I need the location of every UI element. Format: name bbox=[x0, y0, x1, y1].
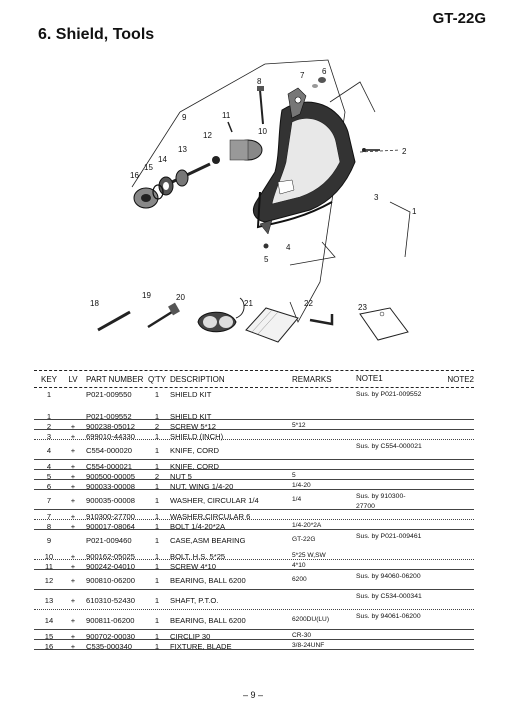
lv-cell: + bbox=[70, 562, 76, 571]
part-number-cell: 900035-00008 bbox=[86, 496, 135, 505]
header-part-number: PART NUMBER bbox=[86, 374, 144, 384]
note1-cell: Sus. by 94060-06200 bbox=[356, 573, 421, 580]
table-row bbox=[34, 550, 474, 560]
description-cell: SHAFT, P.T.O. bbox=[170, 596, 219, 605]
description-cell: SCREW 5*12 bbox=[170, 422, 217, 431]
remarks-cell: GT-22G bbox=[292, 536, 316, 543]
key-cell: 14 bbox=[44, 616, 54, 625]
callout-10: 10 bbox=[258, 127, 267, 136]
callout-20: 20 bbox=[176, 293, 185, 302]
description-cell: BEARING, BALL 6200 bbox=[170, 576, 246, 585]
key-cell: 11 bbox=[45, 562, 53, 571]
remarks-cell bbox=[288, 592, 356, 596]
remarks-cell bbox=[288, 442, 356, 446]
bolt-part bbox=[257, 86, 264, 124]
callout-15: 15 bbox=[144, 163, 153, 172]
table-header bbox=[34, 371, 474, 387]
remarks-cell: 5*12 bbox=[292, 422, 306, 429]
callout-21: 21 bbox=[244, 299, 253, 308]
blade-fixture-part bbox=[134, 188, 158, 208]
table-row bbox=[34, 530, 474, 550]
part-number-cell: 900017-08064 bbox=[86, 522, 135, 531]
tool-card bbox=[360, 308, 408, 340]
lv-cell: + bbox=[70, 432, 76, 441]
remarks-cell: 6200DU(LU) bbox=[292, 616, 330, 623]
description-cell: WASHER,CIRCULAR 6 bbox=[170, 512, 251, 521]
qty-cell: 1 bbox=[154, 462, 160, 471]
description-cell: BEARING, BALL 6200 bbox=[170, 616, 246, 625]
key-cell: 1 bbox=[46, 390, 52, 399]
callout-5: 5 bbox=[264, 255, 269, 264]
key-cell: 2 bbox=[46, 422, 52, 431]
callout-13: 13 bbox=[178, 145, 187, 154]
qty-cell: 1 bbox=[154, 536, 160, 545]
table-row bbox=[34, 520, 474, 530]
qty-cell: 1 bbox=[154, 432, 160, 441]
key-cell: 10 bbox=[44, 552, 54, 561]
table-body bbox=[34, 388, 474, 650]
callout-3: 3 bbox=[374, 193, 379, 202]
table-row bbox=[34, 460, 474, 470]
lv-cell: + bbox=[70, 482, 76, 491]
key-cell: 12 bbox=[44, 576, 54, 585]
qty-cell: 1 bbox=[154, 512, 160, 521]
remarks-cell: 1/4 bbox=[292, 496, 302, 503]
lv-cell: + bbox=[70, 512, 76, 521]
remarks-cell: 1/4-20 bbox=[292, 482, 311, 489]
qty-cell: 1 bbox=[154, 616, 160, 625]
note1-cell: Sus. by C534-000341 bbox=[356, 593, 422, 600]
callout-1: 1 bbox=[412, 207, 417, 216]
header-lv: LV bbox=[68, 374, 78, 384]
tool-manual bbox=[246, 308, 298, 342]
table-row bbox=[34, 610, 474, 630]
part-number-cell: 900238-05012 bbox=[86, 422, 135, 431]
qty-cell: 1 bbox=[154, 552, 160, 561]
key-cell: 16 bbox=[44, 642, 54, 651]
part-number-cell: P021-009550 bbox=[86, 390, 132, 399]
qty-cell: 1 bbox=[154, 446, 160, 455]
lv-cell: + bbox=[70, 472, 76, 481]
remarks-cell: CR-30 bbox=[292, 632, 312, 639]
table-row bbox=[34, 420, 474, 430]
lv-cell: + bbox=[70, 642, 76, 651]
qty-cell: 2 bbox=[154, 422, 160, 431]
table-row bbox=[34, 470, 474, 480]
parts-table bbox=[34, 370, 474, 650]
remarks-cell: 1/4-20*2A bbox=[292, 522, 322, 529]
key-cell: 6 bbox=[46, 482, 52, 491]
header-note1: NOTE1 bbox=[356, 374, 383, 383]
bearing-case-part bbox=[230, 140, 262, 160]
callout-6: 6 bbox=[322, 67, 327, 76]
lv-cell: + bbox=[70, 596, 76, 605]
callout-2: 2 bbox=[402, 147, 407, 156]
lv-cell: + bbox=[70, 616, 76, 625]
lv-cell: + bbox=[70, 496, 76, 505]
callout-23: 23 bbox=[358, 303, 367, 312]
description-cell: WASHER, CIRCULAR 1/4 bbox=[170, 496, 259, 505]
description-cell: NUT, WING 1/4-20 bbox=[170, 482, 234, 491]
callout-9: 9 bbox=[182, 113, 187, 122]
shield-part bbox=[253, 102, 355, 227]
callout-7: 7 bbox=[300, 71, 305, 80]
header-note2: NOTE2 bbox=[447, 374, 474, 384]
remarks-cell: 5 bbox=[292, 472, 296, 479]
description-cell: SHIELD KIT bbox=[170, 390, 212, 399]
part-number-cell: P021-009460 bbox=[86, 536, 132, 545]
qty-cell: 1 bbox=[154, 596, 160, 605]
diagram-outline-left bbox=[132, 112, 180, 187]
page-number: – 9 – bbox=[242, 690, 264, 700]
callout-8: 8 bbox=[257, 77, 262, 86]
note1-cell: Sus. by 910300-27700 bbox=[356, 493, 406, 510]
table-row bbox=[34, 630, 474, 640]
part-number-cell: C554-000021 bbox=[86, 462, 133, 471]
tool-hex-key bbox=[310, 314, 332, 324]
callout-14: 14 bbox=[158, 155, 167, 164]
callout-12: 12 bbox=[203, 131, 212, 140]
description-cell: SCREW 4*10 bbox=[170, 562, 217, 571]
callout-4: 4 bbox=[286, 243, 291, 252]
lv-cell: + bbox=[70, 422, 76, 431]
note1-cell: Sus. by C554-000021 bbox=[356, 443, 422, 450]
qty-cell: 1 bbox=[154, 642, 160, 651]
description-cell: SHIELD (INCH) bbox=[170, 432, 224, 441]
note1-cell: Sus. by 94061-06200 bbox=[356, 613, 421, 620]
wing-nut-part bbox=[312, 77, 326, 88]
remarks-cell: 4*10 bbox=[292, 562, 306, 569]
part-number-cell: C554-000020 bbox=[86, 446, 133, 455]
note1-cell: Sus. by P021-009461 bbox=[356, 533, 422, 540]
description-cell: BOLT 1/4-20*2A bbox=[170, 522, 226, 531]
lv-cell: + bbox=[70, 552, 76, 561]
part-number-cell: 900500-00005 bbox=[86, 472, 135, 481]
table-row bbox=[34, 590, 474, 610]
lv-cell: + bbox=[70, 522, 76, 531]
key-cell: 15 bbox=[44, 632, 54, 641]
table-row bbox=[34, 410, 474, 420]
description-cell: KNIFE, CORD bbox=[170, 462, 219, 471]
callout-19: 19 bbox=[142, 291, 151, 300]
part-number-cell: C535-000340 bbox=[86, 642, 133, 651]
lv-cell: + bbox=[70, 462, 76, 471]
header-qty: Q'TY bbox=[148, 374, 166, 384]
header-description: DESCRIPTION bbox=[170, 374, 225, 384]
qty-cell: 2 bbox=[154, 472, 160, 481]
callout-18: 18 bbox=[90, 299, 99, 308]
callout-16: 16 bbox=[130, 171, 139, 180]
key-cell: 13 bbox=[44, 596, 54, 605]
shaft-part bbox=[172, 156, 220, 186]
page-title: 6. Shield, Tools bbox=[38, 26, 155, 43]
qty-cell: 1 bbox=[154, 482, 160, 491]
table-row bbox=[34, 640, 474, 650]
part-number-cell: 900702-00030 bbox=[86, 632, 135, 641]
description-cell: KNIFE, CORD bbox=[170, 446, 219, 455]
part-number-cell: 900033-00008 bbox=[86, 482, 135, 491]
table-row bbox=[34, 490, 474, 510]
callout-22: 22 bbox=[304, 299, 313, 308]
key-cell: 8 bbox=[46, 522, 52, 531]
screw-part bbox=[228, 122, 232, 132]
qty-cell: 1 bbox=[154, 390, 160, 399]
key-cell: 4 bbox=[46, 462, 52, 471]
remarks-cell: 5*25 W,SW bbox=[292, 552, 326, 559]
table-row bbox=[34, 440, 474, 460]
table-row bbox=[34, 480, 474, 490]
description-cell: CASE,ASM BEARING bbox=[170, 536, 246, 545]
part-number-cell: 900811-06200 bbox=[86, 616, 135, 625]
lv-cell: + bbox=[70, 632, 76, 641]
part-number-cell: 610310-52430 bbox=[86, 596, 135, 605]
tool-socket-wrench bbox=[148, 303, 180, 327]
tool-rod bbox=[98, 312, 130, 330]
qty-cell: 1 bbox=[154, 576, 160, 585]
model-name: GT-22G bbox=[432, 10, 486, 27]
part-number-cell: 900162-05025 bbox=[86, 552, 135, 561]
description-cell: BOLT, H.S. 5*25 bbox=[170, 552, 226, 561]
tool-goggles bbox=[198, 298, 244, 332]
description-cell: NUT 5 bbox=[170, 472, 192, 481]
description-cell: FIXTURE, BLADE bbox=[170, 642, 232, 651]
lv-cell: + bbox=[70, 576, 76, 585]
header-key: KEY bbox=[40, 374, 57, 384]
table-row bbox=[34, 560, 474, 570]
key-cell: 7 bbox=[46, 496, 52, 505]
qty-cell: 1 bbox=[154, 412, 160, 421]
cord-knife-part bbox=[260, 220, 272, 249]
description-cell: SHIELD KIT bbox=[170, 412, 212, 421]
key-cell: 7 bbox=[46, 512, 52, 521]
part-number-cell: 900242-04010 bbox=[86, 562, 135, 571]
lv-cell bbox=[64, 532, 82, 536]
qty-cell: 1 bbox=[154, 522, 160, 531]
remarks-cell: 3/8-24UNF bbox=[292, 642, 325, 649]
table-row bbox=[34, 388, 474, 410]
part-number-cell: P021-009552 bbox=[86, 412, 132, 421]
description-cell: CIRCLIP 30 bbox=[170, 632, 211, 641]
key-cell: 9 bbox=[46, 536, 52, 545]
diagram-outline-top bbox=[180, 64, 265, 112]
header-remarks: REMARKS bbox=[292, 374, 332, 384]
part-number-cell: 900810-06200 bbox=[86, 576, 135, 585]
lv-cell: + bbox=[70, 446, 76, 455]
key-cell: 1 bbox=[46, 412, 52, 421]
table-row bbox=[34, 430, 474, 440]
part-number-cell: 910300-27700 bbox=[86, 512, 135, 521]
part-number-cell: 699010-44330 bbox=[86, 432, 135, 441]
exploded-parts-diagram bbox=[60, 52, 490, 372]
qty-cell: 1 bbox=[154, 632, 160, 641]
table-row bbox=[34, 570, 474, 590]
diagram-svg bbox=[60, 52, 490, 372]
key-cell: 4 bbox=[46, 446, 52, 455]
key-cell: 5 bbox=[46, 472, 52, 481]
callout-11: 11 bbox=[222, 111, 231, 120]
key-cell: 3 bbox=[46, 432, 52, 441]
qty-cell: 1 bbox=[154, 496, 160, 505]
note1-cell: Sus. by P021-009552 bbox=[356, 391, 422, 398]
qty-cell: 1 bbox=[154, 562, 160, 571]
remarks-cell: 6200 bbox=[292, 576, 307, 583]
